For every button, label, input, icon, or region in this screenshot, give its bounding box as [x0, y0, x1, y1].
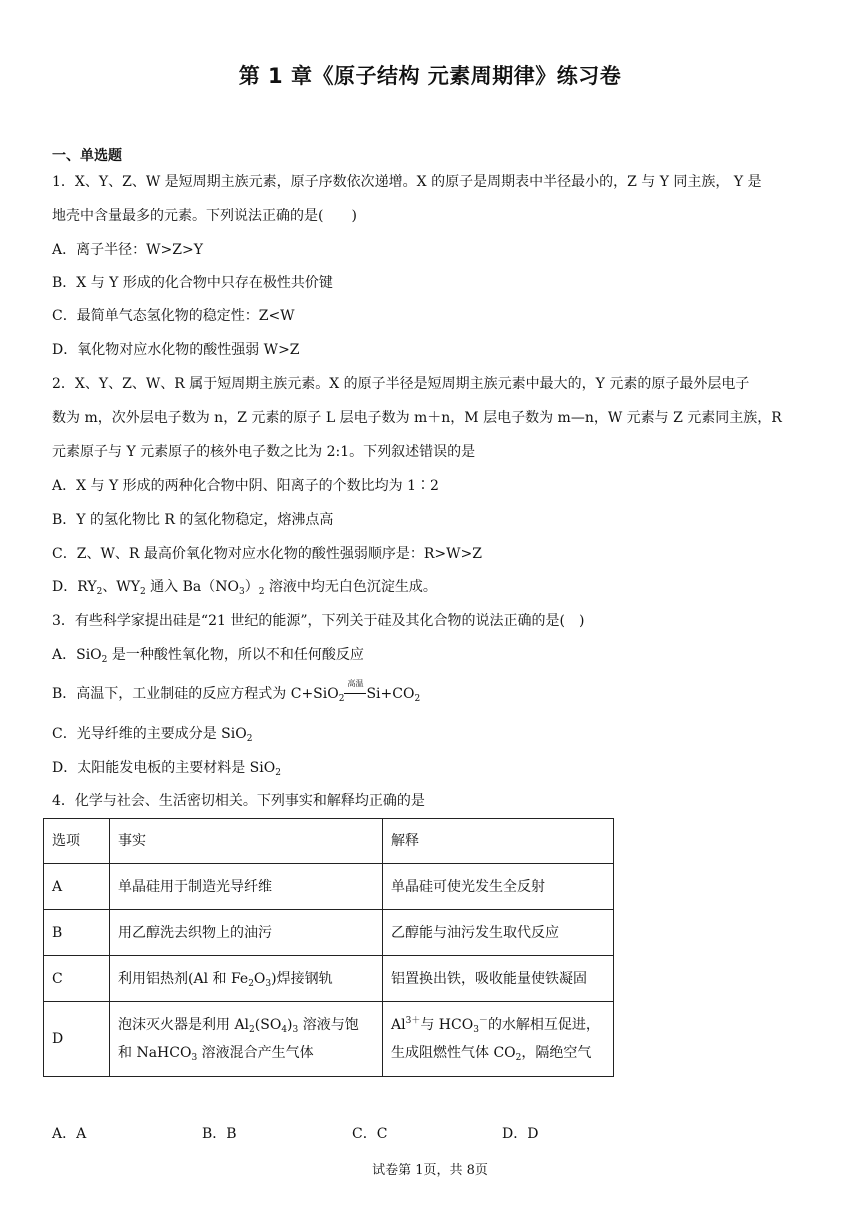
- table-row: [44, 910, 614, 956]
- table-cell-option: C: [44, 956, 110, 1002]
- q2-option-d: D．$RY_2$、$WY_2$ 通入 $Ba(NO_3)_2$ 溶液中均无白色沉淀生成。: [52, 579, 437, 597]
- q3-option-d: D．太阳能发电板的主要材料是 SiO$_2$: [52, 760, 281, 778]
- q4-option-d: D．D: [502, 1126, 539, 1142]
- table-cell-explain: $Al^{3+}$与 $HCO_3^-$的水解相互促进， 生成阻燃性气体 $CO_2$，隔绝空气: [383, 1002, 614, 1077]
- q3-option-c: C．光导纤维的主要成分是 SiO$_2$: [52, 726, 253, 744]
- table-cell-option: D: [44, 1002, 110, 1077]
- q4-option-a: A．A: [52, 1126, 87, 1142]
- q4-option-c: C．C: [352, 1126, 388, 1142]
- page-footer: 试卷第 1页，共 8页: [372, 1163, 488, 1178]
- reaction-condition: 高温: [344, 684, 366, 704]
- table-header: 选项: [44, 819, 110, 864]
- table-cell-explain: 乙醇能与油污发生取代反应: [383, 910, 614, 956]
- q2-option-c: C．Z、W、R 最高价氧化物对应水化物的酸性强弱顺序是：R>W>Z: [52, 546, 482, 562]
- table-header-row: [44, 819, 614, 864]
- q3-option-a: A．SiO$_2$ 是一种酸性氧化物，所以不和任何酸反应: [52, 647, 364, 665]
- q4-stem: 4．化学与社会、生活密切相关。下列事实和解释均正确的是: [52, 793, 425, 809]
- table-row: [44, 956, 614, 1002]
- q3-stem: 3．有些科学家提出硅是“21 世纪的能源”，下列关于硅及其化合物的说法正确的是( ): [52, 613, 585, 629]
- q2-stem-line2: 数为 m，次外层电子数为 n，Z 元素的原子 L 层电子数为 m＋n，M 层电子数为 m—n，W 元素与 Z 元素同主族，R: [52, 410, 782, 426]
- table-cell-option: A: [44, 864, 110, 910]
- q1-option-a: A．离子半径：W>Z>Y: [52, 242, 203, 258]
- q2-option-b: B．Y 的氢化物比 R 的氢化物稳定，熔沸点高: [52, 512, 334, 528]
- table-row: [44, 1002, 614, 1077]
- page-title: 第 1 章《原子结构 元素周期律》练习卷: [238, 64, 622, 88]
- q2-stem-line1: 2．X、Y、Z、W、R 属于短周期主族元素。X 的原子半径是短周期主族元素中最大的，Y 元素的原子最外层电子: [52, 376, 750, 392]
- table-cell-explain: 铝置换出铁，吸收能量使铁凝固: [383, 956, 614, 1002]
- table-cell-fact: 泡沫灭火器是利用 $Al_2(SO_4)_3$ 溶液与饱 和 NaHCO$_3$ 溶液混合产生气体: [110, 1002, 383, 1077]
- q1-option-d: D．氧化物对应水化物的酸性强弱 W>Z: [52, 342, 300, 358]
- table-cell-option: B: [44, 910, 110, 956]
- table-cell-fact: 利用铝热剂(Al 和 $Fe_2O_3$)焊接钢轨: [110, 956, 383, 1002]
- q2-option-a: A．X 与 Y 形成的两种化合物中阴、阳离子的个数比均为 1∶2: [52, 478, 439, 494]
- q4-option-b: B．B: [202, 1126, 237, 1142]
- section-heading: 一、单选题: [52, 148, 122, 164]
- q2-stem-line3: 元素原子与 Y 元素原子的核外电子数之比为 2:1。下列叙述错误的是: [52, 444, 476, 460]
- table-header: 事实: [110, 819, 383, 864]
- table-row: [44, 864, 614, 910]
- q4-table: [43, 818, 614, 1077]
- q1-option-b: B．X 与 Y 形成的化合物中只存在极性共价键: [52, 275, 333, 291]
- table-cell-fact: 单晶硅用于制造光导纤维: [110, 864, 383, 910]
- q1-stem-line1: 1．X、Y、Z、W 是短周期主族元素，原子序数依次递增。X 的原子是周期表中半径最小的，Z 与 Y 同主族， Y 是: [52, 174, 762, 190]
- table-header: 解释: [383, 819, 614, 864]
- q3-option-b: B．高温下，工业制硅的反应方程式为 C+SiO$_2$ 高温 $Si+CO_2$: [52, 679, 421, 704]
- q1-stem-line2: 地壳中含量最多的元素。下列说法正确的是( ): [52, 208, 357, 224]
- table-cell-explain: 单晶硅可使光发生全反射: [383, 864, 614, 910]
- table-cell-fact: 用乙醇洗去织物上的油污: [110, 910, 383, 956]
- q1-option-c: C．最简单气态氢化物的稳定性：Z<W: [52, 308, 295, 324]
